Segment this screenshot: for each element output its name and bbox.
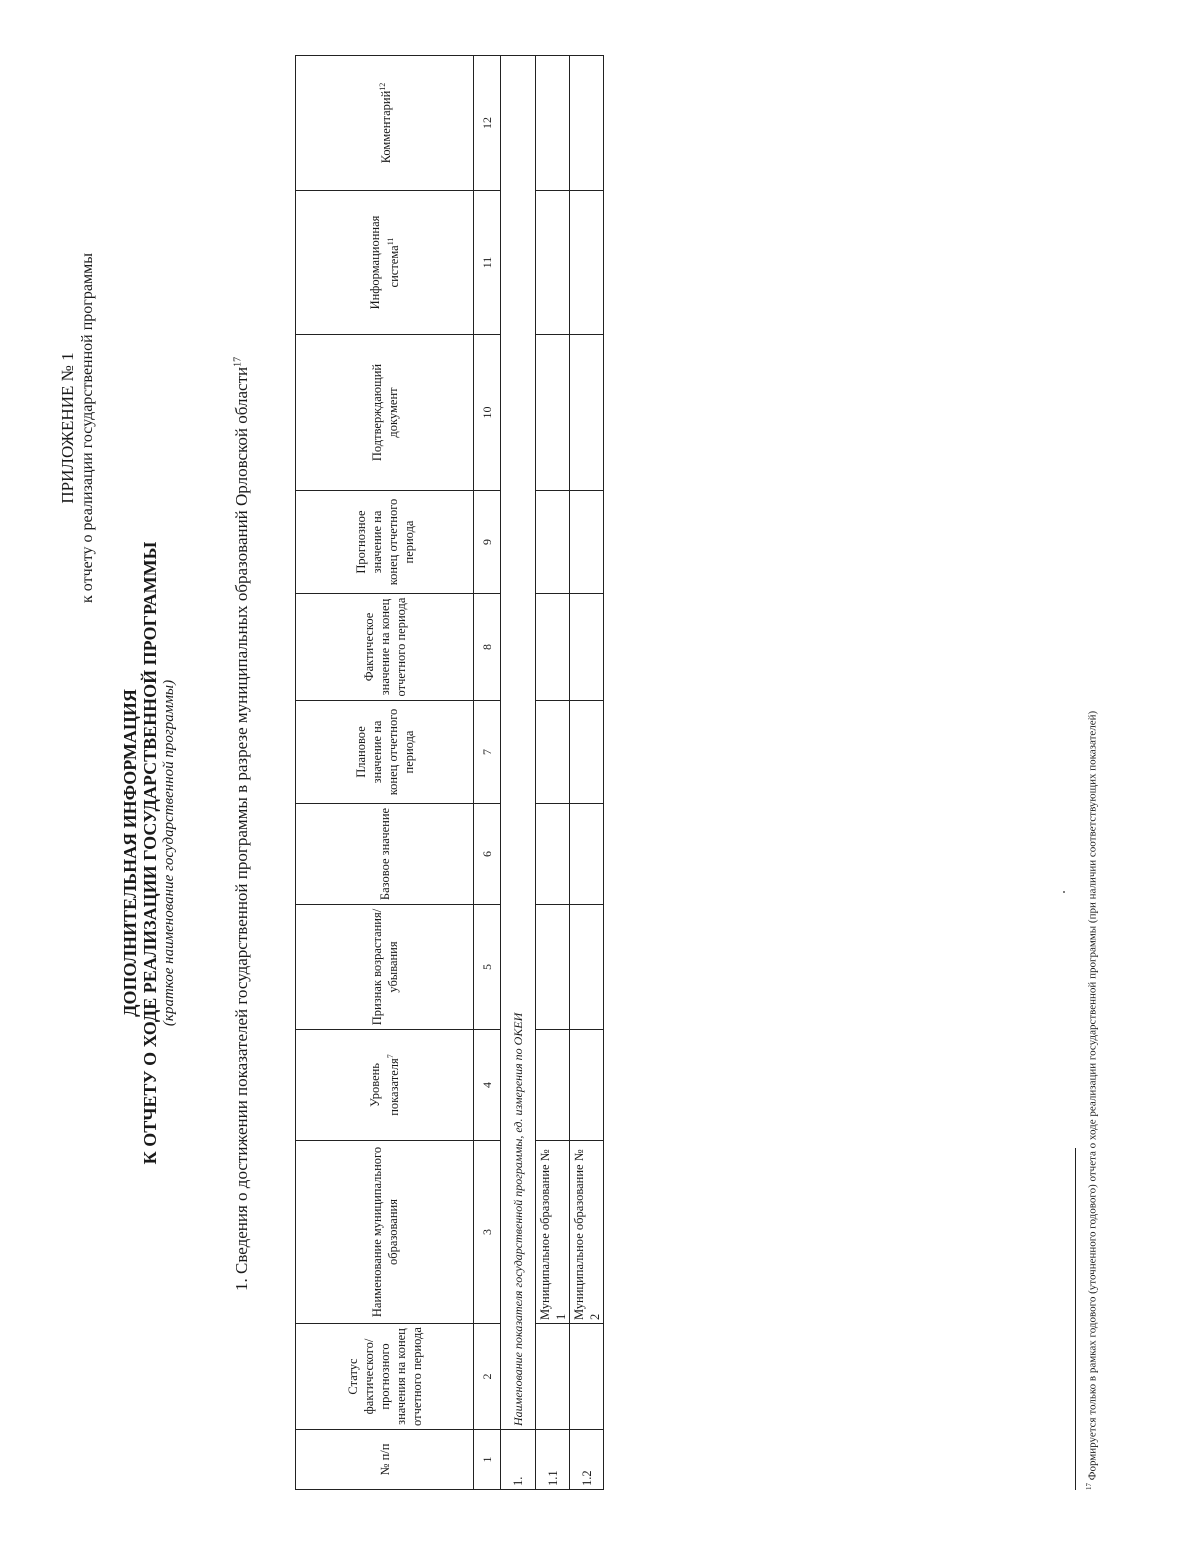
column-number: 5: [474, 905, 501, 1030]
footnote-text: Формируется только в рамках годового (уточненного годового) отчета о ходе реализации государственной программы (при наличии соответствующих показателей): [1086, 710, 1099, 1483]
row-number: 1.2: [570, 1430, 604, 1490]
title-line-1: ДОПОЛНИТЕЛЬНАЯ ИНФОРМАЦИЯ: [120, 689, 140, 1017]
table-row: [570, 56, 604, 1490]
table-cell: [536, 491, 570, 594]
table-cell: [536, 594, 570, 701]
column-number: 7: [474, 701, 501, 804]
table-cell: [536, 56, 570, 191]
col-header-7: Плановое значение на конец отчетного периода: [296, 701, 474, 804]
indicator-name: Наименование показателя государственной программы, ед. измерения по ОКЕИ: [501, 56, 536, 1430]
scan-speck: [1063, 891, 1065, 893]
table-cell: [536, 1030, 570, 1141]
annex-title: ПРИЛОЖЕНИЕ № 1: [58, 352, 77, 504]
row-number: 1.1: [536, 1430, 570, 1490]
column-number: 2: [474, 1324, 501, 1430]
col-header-12: Комментарий$^{12}$: [296, 56, 474, 191]
table-cell: [570, 335, 604, 491]
table-cell: [536, 701, 570, 804]
column-number: 1: [474, 1430, 501, 1490]
footnote-marker: 17: [1085, 1483, 1093, 1490]
table-header-row: [296, 56, 474, 1490]
footnote-separator: [1075, 1148, 1076, 1490]
table-cell: [570, 191, 604, 335]
column-number: 6: [474, 804, 501, 905]
annex-subtitle: к отчету о реализации государственной программы: [79, 253, 96, 603]
table-cell: [570, 804, 604, 905]
column-number: 11: [474, 191, 501, 335]
col-header-1: № п/п: [296, 1430, 474, 1490]
col-header-11: Информационная система$^{11}$: [296, 191, 474, 335]
indicator-row: [501, 56, 536, 1490]
document-title: [120, 353, 178, 1353]
annex-block: [58, 128, 98, 728]
column-number: 3: [474, 1141, 501, 1324]
municipality-name: Муниципальное образование № 1: [536, 1141, 570, 1324]
title-line-2: К ОТЧЕТУ О ХОДЕ РЕАЛИЗАЦИИ ГОСУДАРСТВЕННОЙ ПРОГРАММЫ: [140, 541, 160, 1165]
indicator-number: 1.: [501, 1430, 536, 1490]
indicators-table: [295, 55, 604, 1490]
table-cell: [570, 1030, 604, 1141]
table-cell: [570, 56, 604, 191]
column-number: 9: [474, 491, 501, 594]
table-cell: [536, 1324, 570, 1430]
col-header-4: Уровень показателя$^7$: [296, 1030, 474, 1141]
column-number: 12: [474, 56, 501, 191]
column-number: 4: [474, 1030, 501, 1141]
section-heading: [232, 357, 252, 1291]
table-cell: [536, 905, 570, 1030]
footnote: [1085, 711, 1099, 1490]
col-header-10: Подтверждающий документ: [296, 335, 474, 491]
table-cell: [570, 701, 604, 804]
table-row: [536, 56, 570, 1490]
col-header-9: Прогнозное значение на конец отчетного периода: [296, 491, 474, 594]
col-header-8: Фактическое значение на конец отчетного периода: [296, 594, 474, 701]
municipality-name: Муниципальное образование № 2: [570, 1141, 604, 1324]
col-header-2: Статус фактического/ прогнозного значения на конец отчетного периода: [296, 1324, 474, 1430]
table-cell: [570, 1324, 604, 1430]
table-cell: [570, 594, 604, 701]
section-heading-text: 1. Сведения о достижении показателей государственной программы в разрезе муниципальных образований Орловской области: [232, 366, 251, 1291]
title-line-3: (краткое наименование государственной программы): [161, 679, 177, 1027]
table-cell: [570, 491, 604, 594]
col-header-6: Базовое значение: [296, 804, 474, 905]
col-header-3: Наименование муниципального образования: [296, 1141, 474, 1324]
col-header-5: Признак возрастания/ убывания: [296, 905, 474, 1030]
column-number: 10: [474, 335, 501, 491]
section-heading-footnote-ref: 17: [232, 356, 244, 367]
table-cell: [536, 335, 570, 491]
table-cell: [536, 191, 570, 335]
table-cell: [536, 804, 570, 905]
column-numbers-row: [474, 56, 501, 1490]
column-number: 8: [474, 594, 501, 701]
table-cell: [570, 905, 604, 1030]
